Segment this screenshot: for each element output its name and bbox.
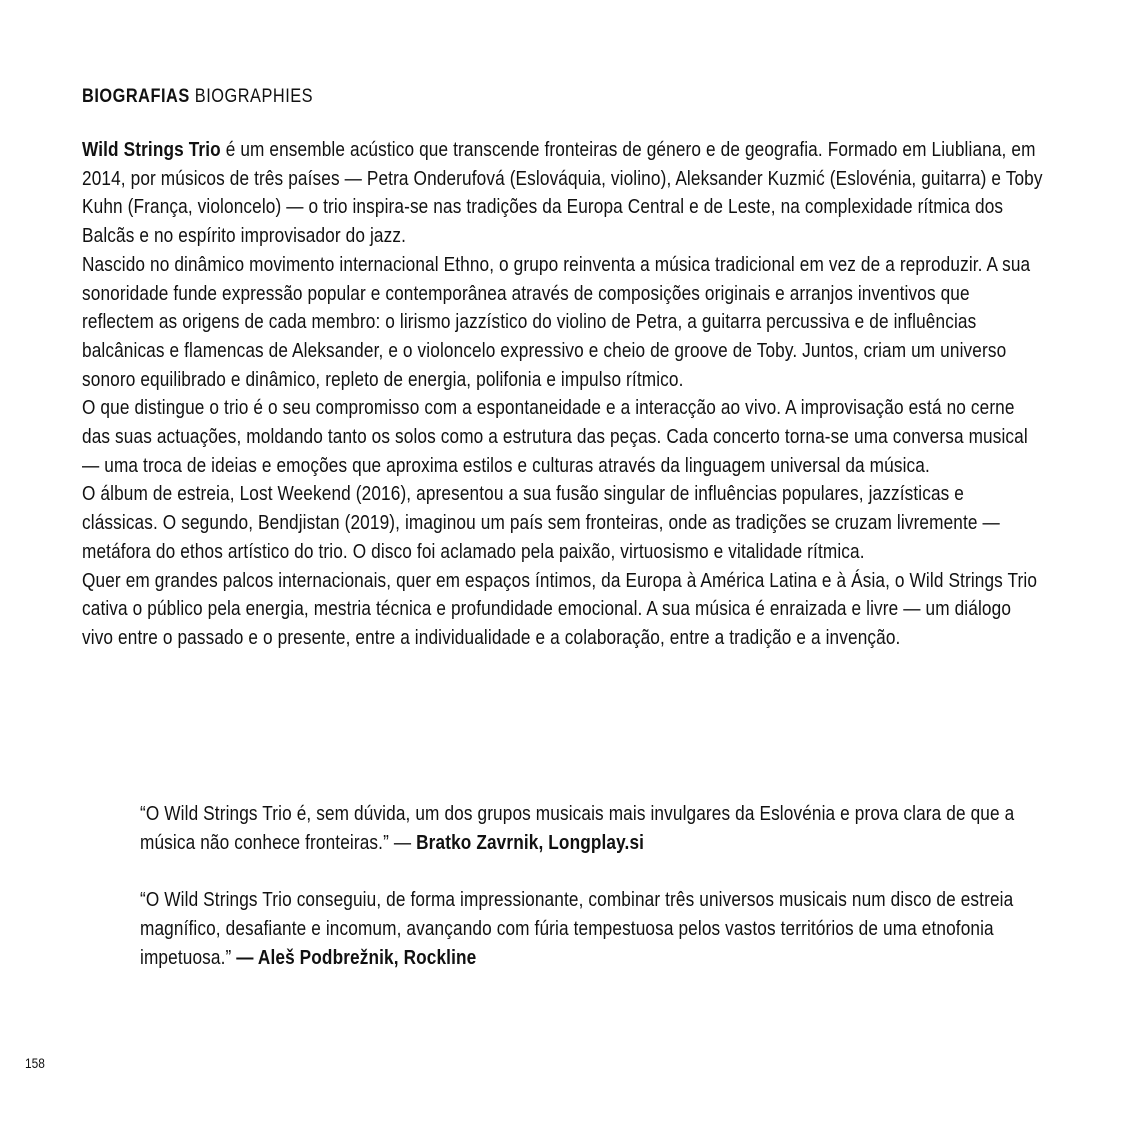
- biography-text: [82, 136, 1044, 653]
- heading-portuguese: BIOGRAFIAS: [82, 86, 190, 107]
- press-quote: [140, 886, 1018, 972]
- quote-text: “O Wild Strings Trio é, sem dúvida, um dos grupos musicais mais invulgares da Eslovénia e prova clara de que a música não conhece fronteiras.” —: [140, 802, 1015, 854]
- bio-paragraph: O álbum de estreia, Lost Weekend (2016), apresentou a sua fusão singular de influências populares, jazzísticas e clássicas. O segundo, Bendjistan (2019), imaginou um país sem fronteiras, onde as tradições se cruzam livremente — metáfora do ethos artístico do trio. O disco foi aclamado pela paixão, virtuosismo e vitalidade rítmica.: [82, 482, 1000, 563]
- quote-author: — Aleš Podbrežnik, Rockline: [236, 945, 477, 969]
- press-quote: [140, 800, 1018, 857]
- press-quotes: [140, 800, 1020, 1002]
- section-heading: [82, 84, 908, 110]
- heading-english: BIOGRAPHIES: [194, 86, 314, 107]
- page-number: 158: [25, 1055, 45, 1071]
- bio-intro-text: é um ensemble acústico que transcende fronteiras de género e de geografia. Formado em Liubliana, em 2014, por músicos de três países — Petra Onderufová (Eslováquia, violino), Aleksander Kuzmić (Eslovénia, guitarra) e Toby Kuhn (França, violoncelo) — o trio inspira-se nas tradições da Europa Central e de Leste, na complexidade rítmica dos Balcãs e no espírito improvisador do jazz.: [82, 138, 1043, 248]
- bio-paragraph: Quer em grandes palcos internacionais, quer em espaços íntimos, da Europa à América Latina e à Ásia, o Wild Strings Trio cativa o público pela energia, mestria técnica e profundidade emocional. A sua música é enraizada e livre — um diálogo vivo entre o passado e o presente, entre a individualidade e a colaboração, entre a tradição e a invenção.: [82, 568, 1038, 649]
- ensemble-name: Wild Strings Trio: [82, 138, 221, 161]
- bio-paragraph: O que distingue o trio é o seu compromisso com a espontaneidade e a interacção ao vivo. A improvisação está no cerne das suas actuações, moldando tanto os solos como a estrutura das peças. Cada concerto torna-se uma conversa musical — uma troca de ideias e emoções que aproxima estilos e culturas através da linguagem universal da música.: [82, 396, 1028, 477]
- quote-text: “O Wild Strings Trio conseguiu, de forma impressionante, combinar três universos musicais num disco de estreia magnífico, desafiante e incomum, avançando com fúria tempestuosa pelos vastos territórios de uma etnofonia impetuosa.”: [140, 888, 1014, 969]
- bio-paragraph: Nascido no dinâmico movimento internacional Ethno, o grupo reinventa a música tradicional em vez de a reproduzir. A sua sonoridade funde expressão popular e contemporânea através de composições originais e arranjos inventivos que reflectem as origens de cada membro: o lirismo jazzístico do violino de Petra, a guitarra percussiva e de influências balcânicas e flamencas de Aleksander, e o violoncelo expressivo e cheio de groove de Toby. Juntos, criam um universo sonoro equilibrado e dinâmico, repleto de energia, polifonia e impulso rítmico.: [82, 252, 1031, 391]
- bio-paragraph-intro: [82, 136, 1044, 251]
- page-content: [82, 84, 1042, 653]
- quote-author: Bratko Zavrnik, Longplay.si: [416, 830, 645, 854]
